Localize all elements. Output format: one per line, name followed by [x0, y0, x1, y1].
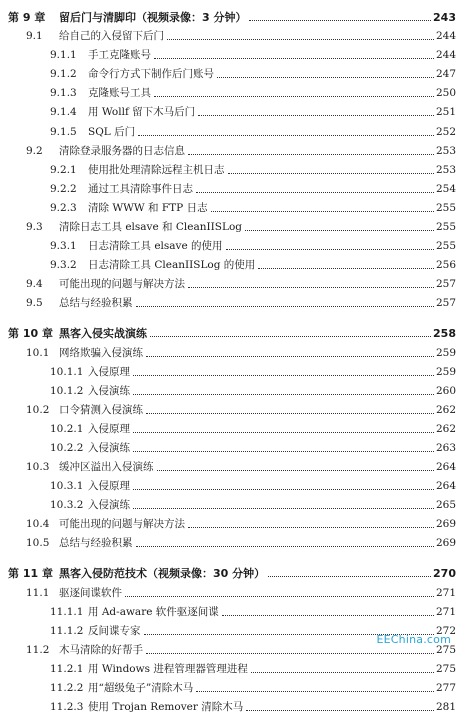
toc-entry-page: 271: [435, 586, 456, 599]
toc-section-entry[interactable]: [8, 580, 456, 599]
dot-leader: [268, 575, 431, 577]
toc-entry-page: 277: [435, 682, 456, 694]
toc-entry-title: 日志清除工具 CleanIISLog 的使用: [88, 259, 256, 272]
dot-leader: [188, 286, 434, 288]
toc-entry-number: 第 9 章: [8, 11, 46, 24]
toc-entry-page: 247: [435, 68, 456, 81]
toc-entry-number: 9.2.3: [50, 201, 77, 214]
toc-entry-page: 281: [435, 701, 456, 714]
toc-subsection-entry[interactable]: [8, 493, 456, 512]
toc-entry-number: 10.1.2: [50, 384, 84, 397]
toc-entry-number: 9.4: [26, 278, 43, 291]
toc-entry-number: 11.2.3: [50, 701, 84, 714]
dot-leader: [167, 38, 434, 40]
dot-leader: [154, 95, 434, 97]
toc-entry-number: 9.1.1: [50, 49, 77, 62]
toc-entry-title: 使用 Trojan Remover 清除木马: [88, 701, 244, 714]
toc-entry-page: 243: [433, 11, 456, 24]
dot-leader: [211, 210, 434, 212]
toc-section-entry[interactable]: [8, 455, 456, 474]
dot-leader: [133, 488, 434, 490]
dot-leader: [138, 134, 434, 136]
toc-entry-title: 黑客入侵防范技术（视频录像：30 分钟）: [59, 567, 266, 581]
dot-leader: [188, 526, 434, 528]
dot-leader: [133, 431, 434, 433]
toc-entry-title: 用 Windows 进程管理器管理进程: [88, 662, 248, 675]
dot-leader: [258, 267, 434, 269]
toc-subsection-entry[interactable]: [8, 436, 456, 455]
dot-leader: [146, 355, 434, 357]
toc-entry-title: 入侵演练: [88, 441, 130, 454]
toc-entry-title: 通过工具清除事件日志: [88, 182, 193, 195]
toc-entry-title: 口令猜测入侵演练: [59, 403, 143, 416]
toc-subsection-entry[interactable]: [8, 43, 456, 62]
toc-subsection-entry[interactable]: [8, 360, 456, 379]
toc-entry-page: 257: [435, 278, 456, 291]
toc-entry-page: 256: [435, 259, 456, 272]
toc-entry-number: 9.1.3: [50, 87, 77, 100]
toc-entry-title: 入侵原理: [88, 480, 130, 493]
dot-leader: [188, 153, 434, 155]
toc-entry-title: 用 Ad-aware 软件驱逐间谍: [88, 605, 219, 618]
toc-entry-page: 262: [435, 403, 456, 416]
toc-entry-title: 入侵原理: [88, 422, 130, 435]
dot-leader: [249, 19, 431, 21]
toc-section-entry[interactable]: [8, 340, 456, 359]
dot-leader: [146, 412, 434, 414]
toc-entry-page: 253: [435, 144, 456, 157]
dot-leader: [245, 229, 434, 231]
toc-entry-page: 244: [435, 30, 456, 43]
toc-subsection-entry[interactable]: [8, 100, 456, 119]
toc-entry-number: 10.4: [26, 518, 50, 531]
dot-leader: [246, 709, 434, 711]
toc-entry-page: 263: [435, 441, 456, 454]
toc-entry-title: 总结与经验积累: [59, 297, 133, 310]
toc-entry-page: 254: [435, 182, 456, 195]
toc-entry-number: 第 11 章: [8, 567, 53, 581]
toc-entry-page: 265: [435, 499, 456, 512]
toc-entry-number: 9.1.4: [50, 106, 77, 119]
toc-entry-number: 第 10 章: [8, 327, 53, 341]
toc-entry-title: 手工克隆账号: [88, 49, 151, 62]
toc-section-entry[interactable]: [8, 531, 456, 550]
toc-entry-page: 275: [435, 662, 456, 675]
toc-entry-title: 可能出现的问题与解决方法: [59, 278, 185, 291]
toc-entry-title: 驱逐间谍软件: [59, 586, 122, 599]
toc-entry-page: 264: [435, 461, 456, 474]
toc-entry-page: 272: [435, 624, 456, 637]
toc-entry-number: 9.5: [26, 297, 43, 310]
toc-subsection-entry[interactable]: [8, 158, 456, 177]
dot-leader: [133, 374, 434, 376]
toc-section-entry[interactable]: [8, 398, 456, 417]
toc-entry-page: 269: [435, 537, 456, 550]
toc-entry-number: 11.1.1: [50, 605, 84, 618]
toc-entry-title: 命令行方式下制作后门账号: [88, 68, 214, 81]
toc-entry-page: 270: [433, 567, 456, 581]
toc-subsection-entry[interactable]: [8, 253, 456, 272]
dot-leader: [196, 191, 434, 193]
dot-leader: [125, 595, 434, 597]
toc-section-entry[interactable]: [8, 512, 456, 531]
toc-chapter-entry[interactable]: [8, 319, 456, 340]
toc-entry-title: 入侵演练: [88, 384, 130, 397]
toc-entry-number: 10.5: [26, 537, 50, 550]
dot-leader: [251, 671, 434, 673]
toc-entry-page: 244: [435, 49, 456, 62]
toc-section-entry[interactable]: [8, 291, 456, 310]
toc-entry-title: 缓冲区溢出入侵演练: [59, 461, 154, 474]
toc-entry-page: 255: [435, 221, 456, 234]
toc-entry-page: 253: [435, 163, 456, 176]
dot-leader: [222, 614, 434, 616]
dot-leader: [228, 172, 434, 174]
toc-entry-number: 9.1.5: [50, 125, 77, 138]
dot-leader: [154, 57, 434, 59]
toc-entry-page: 275: [435, 643, 456, 656]
toc-entry-number: 10.3.1: [50, 480, 84, 493]
toc-entry-page: 269: [435, 518, 456, 531]
toc-subsection-entry[interactable]: [8, 676, 456, 695]
toc-entry-title: 入侵演练: [88, 499, 130, 512]
toc-entry-title: 用“超级兔子”清除木马: [88, 682, 194, 694]
toc-subsection-entry[interactable]: [8, 234, 456, 253]
toc-subsection-entry[interactable]: [8, 119, 456, 138]
toc-entry-title: 给自己的入侵留下后门: [59, 30, 164, 43]
dot-leader: [136, 545, 434, 547]
toc-entry-number: 10.1: [26, 346, 50, 359]
toc-entry-number: 11.1: [26, 586, 50, 599]
toc-entry-title: 网络欺骗入侵演练: [59, 346, 143, 359]
toc-entry-title: 反间谍专家: [88, 624, 141, 637]
toc-subsection-entry[interactable]: [8, 417, 456, 436]
toc-entry-number: 11.2.2: [50, 682, 84, 694]
toc-entry-number: 10.2.1: [50, 422, 84, 435]
toc-chapter-entry[interactable]: [8, 3, 456, 24]
toc-entry-number: 11.2.1: [50, 662, 84, 675]
dot-leader: [146, 652, 434, 654]
toc-entry-number: 10.1.1: [50, 365, 84, 378]
toc-entry-page: 255: [435, 201, 456, 214]
dot-leader: [157, 469, 434, 471]
toc-entry-page: 252: [435, 125, 456, 138]
dot-leader: [198, 114, 434, 116]
toc-entry-title: 使用批处理清除远程主机日志: [88, 163, 225, 176]
dot-leader: [136, 305, 434, 307]
toc-entry-title: 清除 WWW 和 FTP 日志: [88, 201, 208, 214]
toc-entry-number: 10.3: [26, 461, 50, 474]
toc-entry-page: 260: [435, 384, 456, 397]
toc-entry-title: SQL 后门: [88, 125, 136, 138]
toc-entry-title: 总结与经验积累: [59, 537, 133, 550]
toc-entry-page: 251: [435, 106, 456, 119]
toc-subsection-entry[interactable]: [8, 600, 456, 619]
toc-entry-page: 259: [435, 346, 456, 359]
dot-leader: [196, 690, 434, 692]
toc-section-entry[interactable]: [8, 24, 456, 43]
toc-entry-title: 清除日志工具 elsave 和 CleanIISLog: [59, 221, 243, 234]
toc-entry-number: 11.2: [26, 643, 50, 656]
dot-leader: [226, 248, 434, 250]
toc-entry-title: 入侵原理: [88, 365, 130, 378]
toc-chapter-entry[interactable]: [8, 559, 456, 580]
toc-entry-number: 9.3: [26, 221, 43, 234]
toc-entry-page: 262: [435, 422, 456, 435]
toc-entry-page: 264: [435, 480, 456, 493]
toc-entry-title: 日志清除工具 elsave 的使用: [88, 240, 223, 253]
toc-entry-title: 清除登录服务器的日志信息: [59, 144, 185, 157]
toc-entry-title: 用 Wollf 留下木马后门: [88, 106, 196, 119]
toc-entry-page: 257: [435, 297, 456, 310]
watermark: EEChina.com: [376, 633, 451, 646]
toc-entry-page: 255: [435, 240, 456, 253]
dot-leader: [217, 76, 434, 78]
toc-entry-title: 黑客入侵实战演练: [59, 327, 147, 341]
toc-entry-title: 克隆账号工具: [88, 87, 151, 100]
toc-subsection-entry[interactable]: [8, 657, 456, 676]
dot-leader: [133, 507, 434, 509]
toc-section-entry[interactable]: [8, 215, 456, 234]
toc-entry-number: 9.1.2: [50, 68, 77, 81]
toc-entry-number: 11.1.2: [50, 624, 84, 637]
toc-subsection-entry[interactable]: [8, 695, 456, 714]
toc-entry-page: 271: [435, 605, 456, 618]
toc-subsection-entry[interactable]: [8, 474, 456, 493]
dot-leader: [133, 450, 434, 452]
toc-entry-page: 259: [435, 365, 456, 378]
toc-entry-title: 木马清除的好帮手: [59, 643, 143, 656]
toc-subsection-entry[interactable]: [8, 177, 456, 196]
toc-entry-title: 留后门与清脚印（视频录像：3 分钟）: [59, 11, 247, 24]
toc-entry-page: 250: [435, 87, 456, 100]
toc-entry-page: 258: [433, 327, 456, 341]
toc-section-entry[interactable]: [8, 272, 456, 291]
toc-entry-number: 9.3.2: [50, 259, 77, 272]
toc-entry-title: 可能出现的问题与解决方法: [59, 518, 185, 531]
toc-entry-number: 10.3.2: [50, 499, 84, 512]
toc-subsection-entry[interactable]: [8, 81, 456, 100]
toc-subsection-entry[interactable]: [8, 62, 456, 81]
toc-subsection-entry[interactable]: [8, 196, 456, 215]
toc-entry-number: 9.1: [26, 30, 43, 43]
toc-entry-number: 9.2.1: [50, 163, 77, 176]
toc-entry-number: 10.2: [26, 403, 50, 416]
dot-leader: [133, 393, 434, 395]
dot-leader: [150, 335, 431, 337]
table-of-contents: [8, 3, 456, 714]
toc-section-entry[interactable]: [8, 139, 456, 158]
toc-entry-number: 10.2.2: [50, 441, 84, 454]
toc-entry-number: 9.2.2: [50, 182, 77, 195]
toc-entry-number: 9.3.1: [50, 240, 77, 253]
toc-subsection-entry[interactable]: [8, 379, 456, 398]
toc-entry-number: 9.2: [26, 144, 43, 157]
